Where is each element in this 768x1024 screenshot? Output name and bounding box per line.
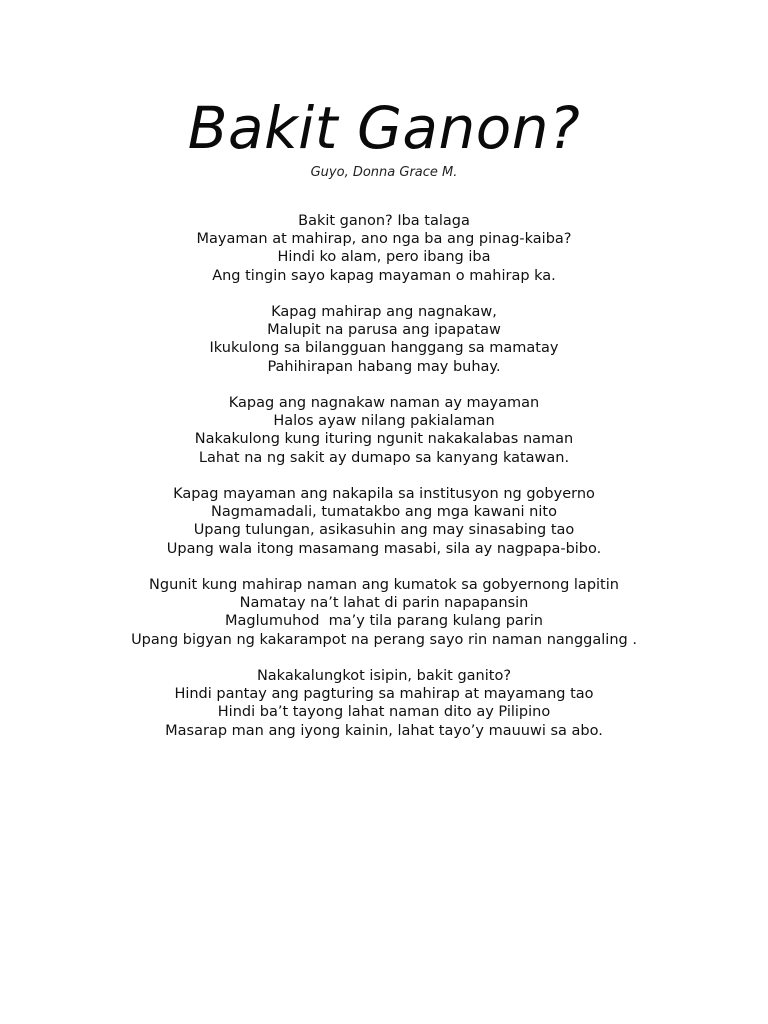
poem-line: Ang tingin sayo kapag mayaman o mahirap ka. xyxy=(212,267,556,284)
poem-line: Kapag mayaman ang nakapila sa institusyon ng gobyerno xyxy=(173,486,595,502)
poem-line: Halos ayaw nilang pakialaman xyxy=(273,413,495,430)
poem-line: Malupit na parusa ang ipapataw xyxy=(267,322,501,339)
poem-line: Ngunit kung mahirap naman ang kumatok sa gobyernong lapitin xyxy=(149,577,619,593)
poem-title: Bakit Ganon? xyxy=(187,94,581,162)
poem-line: Ikukulong sa bilangguan hanggang sa mamatay xyxy=(209,340,559,357)
stanza-2 xyxy=(0,303,768,376)
poem-line: Lahat na ng sakit ay dumapo sa kanyang katawan. xyxy=(198,449,570,466)
stanza-5 xyxy=(0,576,768,649)
poem-body xyxy=(0,212,768,758)
stanza-6 xyxy=(0,667,768,740)
poem-line: Nakakalungkot isipin, bakit ganito? xyxy=(256,668,512,684)
stanza-3 xyxy=(0,394,768,467)
poem-line: Nagmamadali, tumatakbo ang mga kawani nito xyxy=(211,504,557,521)
stanza-1 xyxy=(0,212,768,285)
poem-line: Pahihirapan habang may buhay. xyxy=(267,358,501,375)
poem-author: Guyo, Donna Grace M. xyxy=(310,165,458,180)
poem-line: Kapag mahirap ang nagnakaw, xyxy=(271,304,497,320)
poem-line: Hindi ko alam, pero ibang iba xyxy=(277,249,491,266)
poem-line: Mayaman at mahirap, ano nga ba ang pinag-kaiba? xyxy=(196,231,572,248)
poem-line: Hindi pantay ang pagturing sa mahirap at mayamang tao xyxy=(174,686,594,703)
poem-line: Namatay na’t lahat di parin napapansin xyxy=(239,595,529,612)
poem-line: Kapag ang nagnakaw naman ay mayaman xyxy=(228,395,540,411)
poem-line: Hindi ba’t tayong lahat naman dito ay Pilipino xyxy=(217,704,551,721)
poem-line: Maglumuhod ma’y tila parang kulang parin xyxy=(225,613,543,630)
poem-line: Bakit ganon? Iba talaga xyxy=(298,213,470,229)
poem-line: Upang bigyan ng kakarampot na perang sayo rin naman nanggaling . xyxy=(131,631,637,648)
poem-line: Upang tulungan, asikasuhin ang may sinasabing tao xyxy=(193,522,575,539)
poem-line: Masarap man ang iyong kainin, lahat tayo’y mauuwi sa abo. xyxy=(165,722,603,739)
poem-line: Nakakulong kung ituring ngunit nakakalabas naman xyxy=(194,431,574,448)
poem-line: Upang wala itong masamang masabi, sila ay nagpapa-bibo. xyxy=(166,540,602,557)
stanza-4 xyxy=(0,485,768,558)
